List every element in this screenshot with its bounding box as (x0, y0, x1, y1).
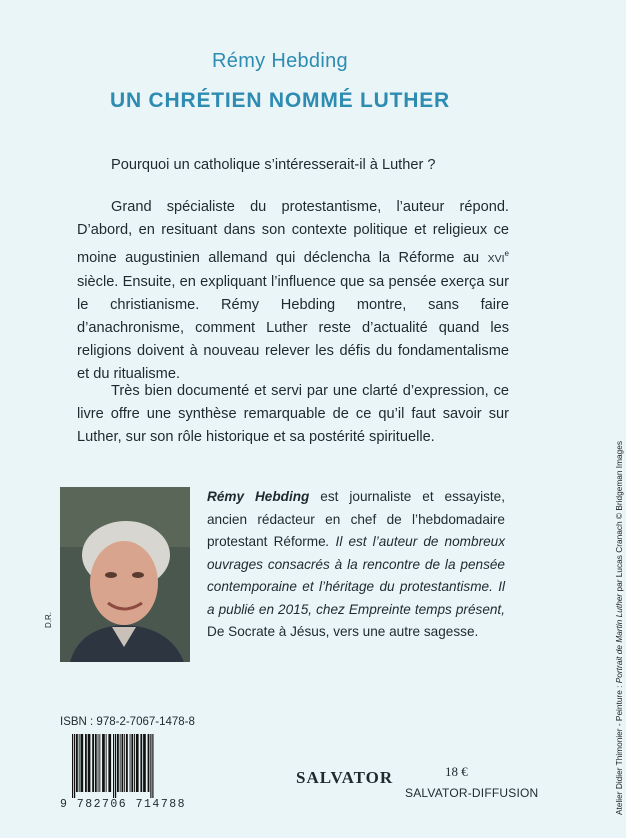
barcode-bar (117, 734, 119, 792)
price: 18 € (445, 764, 468, 779)
description-text (77, 196, 509, 386)
author-bio (207, 486, 505, 644)
barcode-bar (120, 734, 121, 792)
barcode-bar (102, 734, 105, 792)
century-suffix: e (504, 249, 509, 258)
barcode-bar (131, 734, 133, 792)
barcode-guard-bar (113, 734, 114, 798)
description-part-2: siècle. Ensuite, en expliquant l’influence que sa pensée exerça sur le christianisme. Rémy Hebding montre, sans faire d’anachronisme, comment Luther reste d’actualité quand les religions doivent à nouveau relever les défis du fondamentalisme et du ritualisme. (77, 273, 509, 382)
barcode-bar (92, 734, 94, 792)
side-credit-b: par Lucas Cranach © Bridgeman Images (614, 441, 624, 594)
barcode-bar (98, 734, 99, 792)
barcode-bar (79, 734, 80, 792)
author-name: Rémy Hebding (212, 50, 348, 72)
bio-text-1: est journaliste et essayiste, ancien rédacteur en chef de l’hebdomadaire protestant (207, 489, 506, 549)
barcode-bar (124, 734, 125, 792)
summary-text: Très bien documenté et servi par une clarté d’expression, ce livre offre une synthèse remarquable de ce qu’il faut savoir sur Luther, sur son rôle historique et sa postérité spirituelle. (77, 383, 509, 445)
barcode-bar (99, 734, 100, 792)
barcode-guard-bar (150, 734, 151, 798)
side-credit (612, 418, 626, 838)
barcode-bar (136, 734, 139, 792)
author-photo (60, 487, 190, 662)
summary-paragraph (77, 380, 509, 449)
barcode-bar (95, 734, 97, 792)
bio-text-2: . Il est l’auteur de nombreux ouvrages consacrés à la rencontre de la pensée contemporaine et l’héritage du protestantisme. Il a publié en 2015, chez Empreinte temps présent, (207, 534, 506, 617)
side-credit-a: Atelier Didier Thimonier - Peinture : (614, 683, 624, 815)
barcode-bar (76, 734, 78, 792)
bio-book: De Socrate à Jésus (207, 624, 326, 639)
barcode-bar (143, 734, 146, 792)
bio-journal: Réforme (273, 534, 326, 549)
photo-credit: D.R. (44, 612, 53, 628)
side-credit-work: Portrait de Martin Luther (614, 593, 624, 684)
barcode-guard-bar (72, 734, 73, 798)
lead-paragraph (77, 154, 509, 177)
barcode-bar (106, 734, 107, 792)
description-paragraph (77, 196, 509, 386)
barcode-bar (81, 734, 84, 792)
barcode-bar (148, 734, 150, 792)
distribution: SALVATOR-DIFFUSION (405, 786, 539, 800)
barcode-number: 9 782706 714788 (60, 798, 187, 811)
barcode-bar (134, 734, 135, 792)
barcode-bar (122, 734, 124, 792)
barcode-guard-bar (74, 734, 75, 798)
barcode-bar (130, 734, 131, 792)
isbn-label: ISBN : 978-2-7067-1478-8 (60, 716, 195, 728)
barcode-bar (126, 734, 128, 792)
book-title: UN CHRÉTIEN NOMMÉ LUTHER (109, 89, 451, 112)
barcode-bar (140, 734, 142, 792)
century-numeral: XVI (487, 252, 505, 265)
bio-author-name: Rémy Hebding (207, 489, 310, 504)
lead-text: Pourquoi un catholique s’intéresserait-il à Luther ? (111, 157, 436, 173)
barcode-bar (85, 734, 87, 792)
barcode-guard-bar (115, 734, 116, 798)
barcode-block (60, 716, 240, 816)
barcode-bar (108, 734, 111, 792)
barcode (70, 734, 220, 798)
bio-text-3: , vers une autre sagesse. (325, 624, 479, 639)
barcode-guard-bar (152, 734, 153, 798)
description-part-1: Grand spécialiste du protestantisme, l’auteur répond. D’abord, en resituant dans son contexte politique et religieux ce moine augustinien allemand qui déclencha la Réforme au (77, 199, 509, 266)
publisher-logo: SALVATOR (296, 768, 394, 787)
barcode-bar (88, 734, 91, 792)
